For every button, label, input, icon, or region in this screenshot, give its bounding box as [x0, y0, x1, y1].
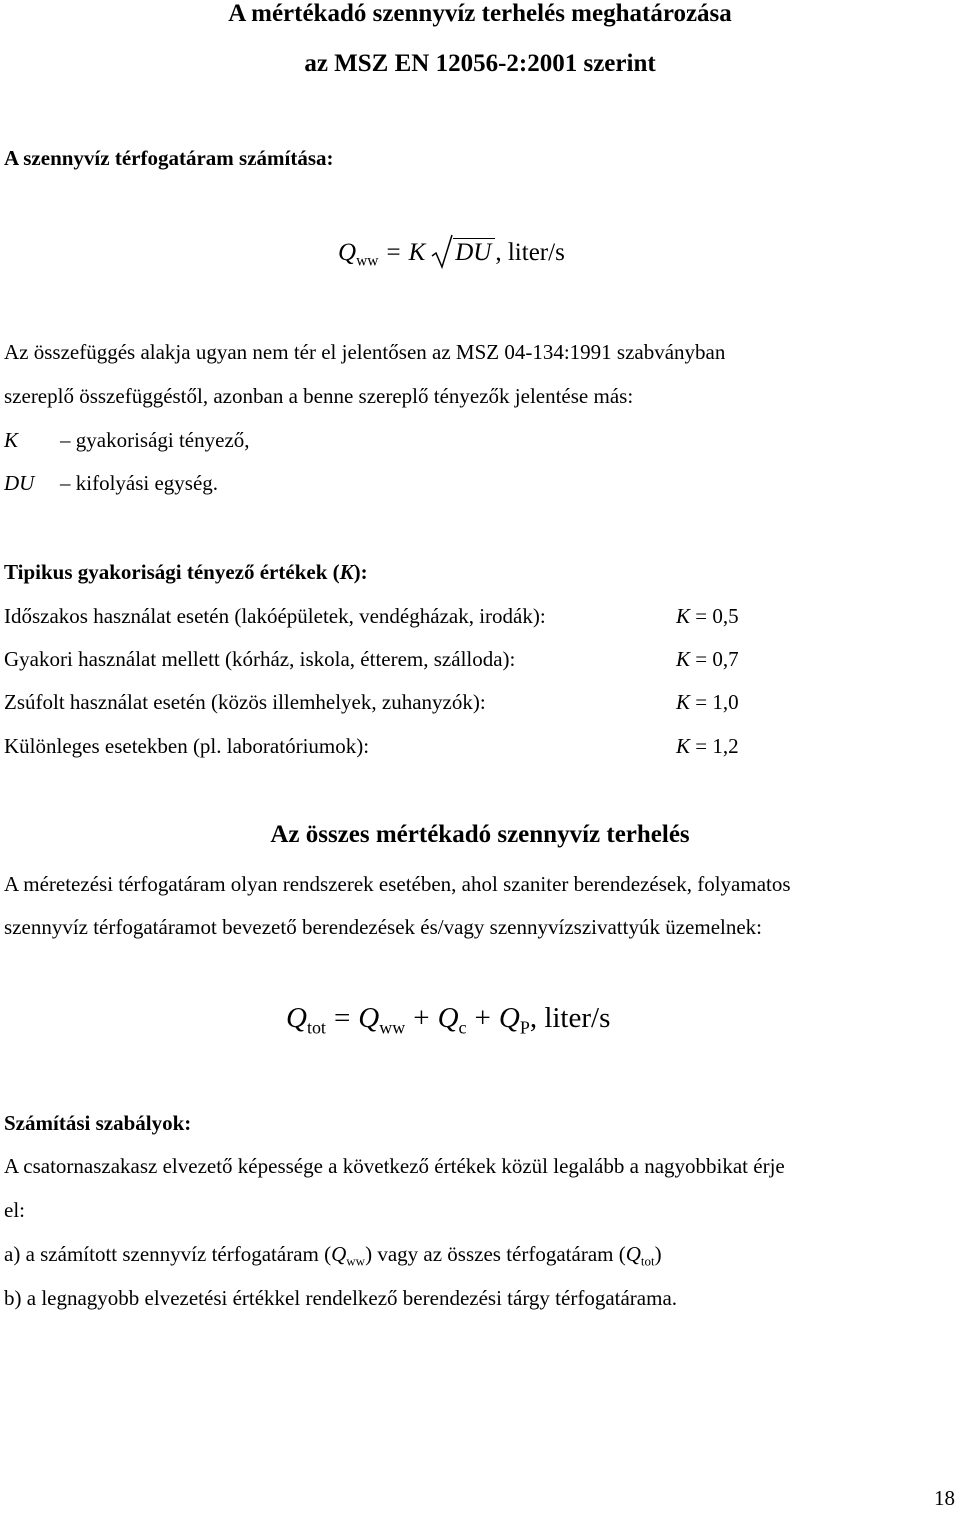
paragraph-line-2: szereplő összefüggéstől, azonban a benne szereplő tényezők jelentése más:: [4, 384, 634, 408]
radical-icon: [431, 234, 455, 270]
list-item-a: a) a számított szennyvíz térfogatáram $(Q_{ww})$ vagy az összes térfogatáram $(Q_{tot})$: [4, 1242, 662, 1269]
formula-radicand: DU: [453, 238, 495, 267]
sqrt-sign: [431, 238, 495, 267]
k-row-value: K = 0,7: [676, 647, 739, 671]
paragraph-line-2: szennyvíz térfogatáramot bevezető berendezések és/vagy szennyvízszivattyúk üzemelnek:: [4, 915, 762, 939]
formula-q-sub: ww: [356, 252, 379, 270]
k-row-value: K = 1,0: [676, 690, 739, 714]
section-heading-k-values: Tipikus gyakorisági tényező értékek (K):: [4, 560, 368, 584]
paragraph-line-1: A méretezési térfogatáram olyan rendszerek esetében, ahol szaniter berendezések, folyamatos: [4, 872, 791, 896]
k-row-label: Zsúfolt használat esetén (közös illemhelyek, zuhanyzók):: [4, 690, 486, 714]
k-row-label: Gyakori használat mellett (kórház, iskola, étterem, szálloda):: [4, 647, 516, 671]
k-row-label: Különleges esetekben (pl. laboratóriumok):: [4, 734, 370, 758]
paragraph-line-2: el:: [4, 1198, 25, 1222]
k-row-label: Időszakos használat esetén (lakóépületek, vendégházak, irodák):: [4, 604, 546, 628]
k-row-value: K = 0,5: [676, 604, 739, 628]
section-heading-total-load: Az összes mértékadó szennyvíz terhelés: [270, 821, 690, 848]
paragraph-line-1: Az összefüggés alakja ugyan nem tér el jelentősen az MSZ 04-134:1991 szabványban: [4, 340, 726, 364]
formula-qtot: $Q_{tot} = Q_{ww} + Q_c + Q_P$, liter/s: [286, 1002, 611, 1038]
definition-symbol: DU: [4, 471, 35, 495]
formula-qww: [338, 238, 565, 270]
page-number: 18: [934, 1486, 955, 1510]
definition-text: – kifolyási egység.: [60, 471, 219, 495]
definition-du: [4, 471, 218, 496]
formula-k: K: [408, 239, 426, 266]
formula-q: Q: [338, 239, 357, 266]
title-line-1: A mértékadó szennyvíz terhelés meghatározása: [228, 0, 732, 27]
formula-equals: =: [386, 239, 401, 266]
definition-text: – gyakorisági tényező,: [60, 428, 250, 452]
formula-unit: , liter/s: [495, 239, 565, 266]
title-line-2: az MSZ EN 12056-2:2001 szerint: [304, 50, 656, 77]
list-item-b: b) a legnagyobb elvezetési értékkel rendelkező berendezési tárgy térfogatárama.: [4, 1286, 678, 1310]
paragraph-line-1: A csatornaszakasz elvezető képessége a következő értékek közül legalább a nagyobbikat érje: [4, 1154, 785, 1178]
definition-symbol: K: [4, 428, 19, 452]
k-row-value: K = 1,2: [676, 734, 739, 758]
definition-k: [4, 428, 250, 453]
section-heading-flow: A szennyvíz térfogatáram számítása:: [4, 146, 334, 170]
section-heading-rules: Számítási szabályok:: [4, 1111, 192, 1135]
